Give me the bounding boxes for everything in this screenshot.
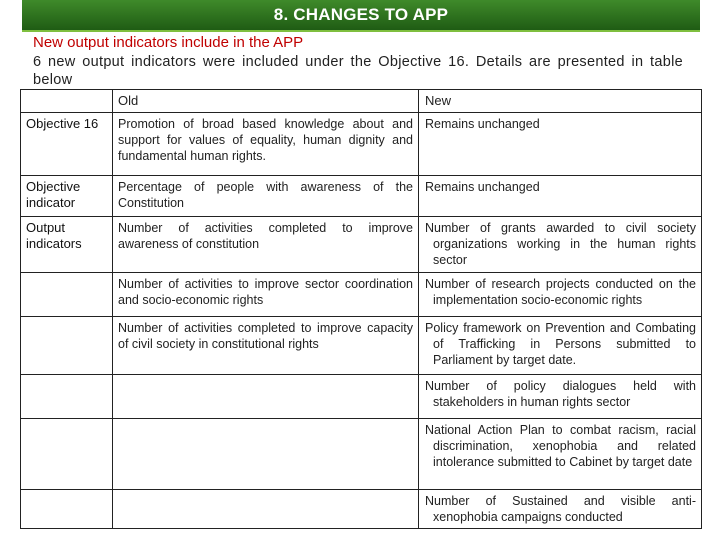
old-cell bbox=[113, 375, 419, 419]
header-blank bbox=[21, 90, 113, 113]
new-cell: Number of grants awarded to civil society organizations working in the human rights sector bbox=[419, 217, 702, 273]
old-cell: Percentage of people with awareness of the Constitution bbox=[113, 176, 419, 217]
new-cell: National Action Plan to combat racism, racial discrimination, xenophobia and related intolerance submitted to Cabinet by target date bbox=[419, 419, 702, 490]
slide-title: 8. CHANGES TO APP bbox=[273, 5, 449, 24]
old-cell bbox=[113, 490, 419, 529]
table-row bbox=[21, 273, 702, 317]
table-header-row bbox=[21, 90, 702, 113]
row-label bbox=[21, 375, 113, 419]
row-label: Output indicators bbox=[21, 217, 113, 273]
row-label: Objective 16 bbox=[21, 113, 113, 176]
old-cell bbox=[113, 419, 419, 490]
table-row bbox=[21, 113, 702, 176]
row-label bbox=[21, 490, 113, 529]
old-cell: Promotion of broad based knowledge about and support for values of equality, human dignity and fundamental human rights. bbox=[113, 113, 419, 176]
old-cell: Number of activities completed to improve capacity of civil society in constitutional rights bbox=[113, 317, 419, 375]
new-cell: Number of Sustained and visible anti-xenophobia campaigns conducted bbox=[419, 490, 702, 529]
new-cell: Number of policy dialogues held with stakeholders in human rights sector bbox=[419, 375, 702, 419]
table-row bbox=[21, 419, 702, 490]
row-label bbox=[21, 317, 113, 375]
new-cell: Remains unchanged bbox=[419, 113, 702, 176]
row-label bbox=[21, 419, 113, 490]
header-new: New bbox=[419, 90, 702, 113]
table-row bbox=[21, 317, 702, 375]
header-old: Old bbox=[113, 90, 419, 113]
row-label: Objective indicator bbox=[21, 176, 113, 217]
slide-title-bar bbox=[22, 0, 700, 32]
new-cell: Remains unchanged bbox=[419, 176, 702, 217]
old-cell: Number of activities completed to improve awareness of constitution bbox=[113, 217, 419, 273]
table-row bbox=[21, 176, 702, 217]
indicators-table bbox=[20, 89, 702, 529]
new-cell: Policy framework on Prevention and Combating of Trafficking in Persons submitted to Parliament by target date. bbox=[419, 317, 702, 375]
row-label bbox=[21, 273, 113, 317]
table-row bbox=[21, 490, 702, 529]
old-cell: Number of activities to improve sector coordination and socio-economic rights bbox=[113, 273, 419, 317]
table-row bbox=[21, 217, 702, 273]
slide-subtitle: New output indicators include in the APP bbox=[33, 34, 304, 51]
new-cell: Number of research projects conducted on the implementation socio-economic rights bbox=[419, 273, 702, 317]
intro-text: 6 new output indicators were included under the Objective 16. Details are presented in table below bbox=[33, 54, 683, 88]
table-row bbox=[21, 375, 702, 419]
